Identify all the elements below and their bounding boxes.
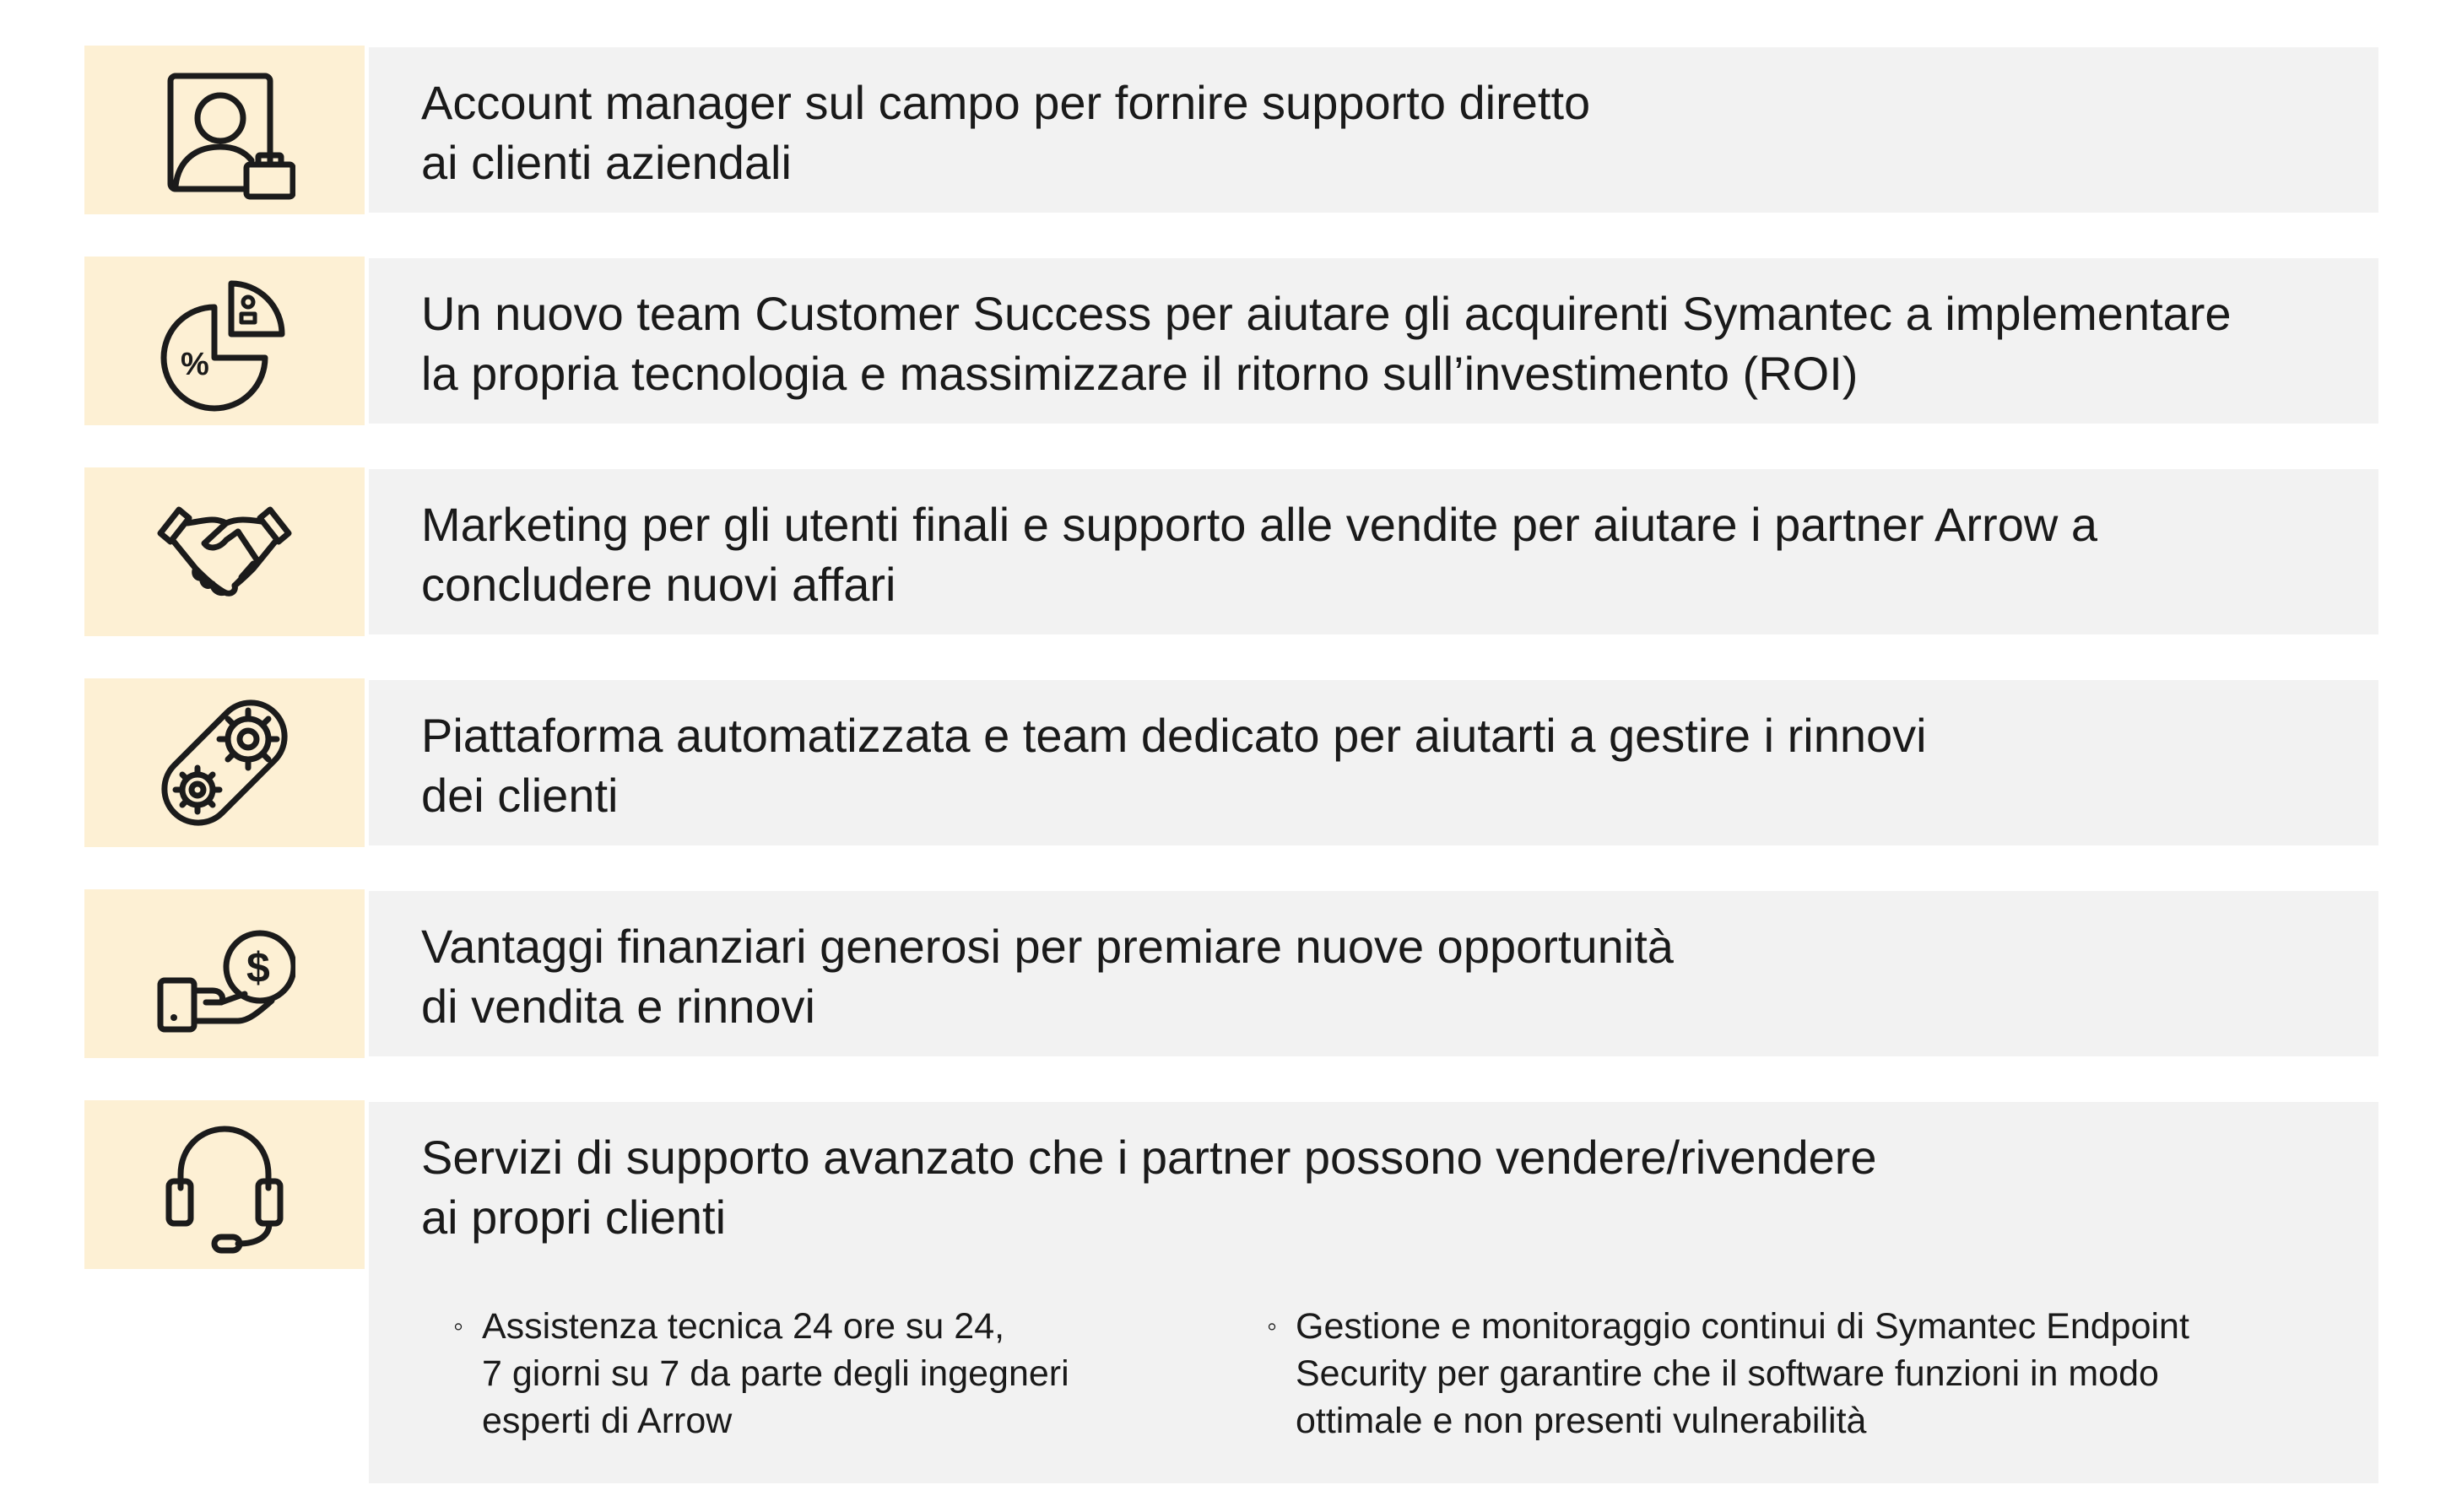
percent-sign: % <box>181 347 209 382</box>
feature-text-line-1: Servizi di supporto avanzato che i partner possono vendere/rivendere <box>421 1131 1877 1184</box>
text-panel <box>369 258 2378 424</box>
feature-text-line-1: Marketing per gli utenti finali e supporto alle vendite per aiutare i partner Arrow a <box>421 498 2097 551</box>
sub-bullet-line: Security per garantire che il software funzioni in modo <box>1296 1353 2159 1394</box>
text-panel <box>369 680 2378 845</box>
gears-icon <box>154 692 295 834</box>
feature-text-line-1: Vantaggi finanziari generosi per premiare nuove opportunità <box>421 920 1674 973</box>
feature-text-line-2: di vendita e rinnovi <box>421 980 815 1033</box>
sub-bullet-line: esperti di Arrow <box>482 1401 733 1441</box>
icon-panel <box>84 256 365 425</box>
sub-bullet-technical-assistance <box>453 1303 1069 1444</box>
dollar-sign: $ <box>246 944 270 991</box>
feature-text-line-2: dei clienti <box>421 769 619 822</box>
sub-bullet-line: ottimale e non presenti vulnerabilità <box>1296 1401 1867 1441</box>
hand-dollar-icon <box>154 903 295 1045</box>
feature-text-line-1: Account manager sul campo per fornire supporto diretto <box>421 76 1591 129</box>
sub-bullet-endpoint-monitoring <box>1267 1303 2189 1444</box>
account-manager-icon <box>154 59 295 201</box>
feature-text-line-2: concludere nuovi affari <box>421 558 896 611</box>
bullet-marker: ◦ <box>1267 1310 1278 1342</box>
sub-bullet-line: 7 giorni su 7 da parte degli ingegneri <box>482 1353 1069 1394</box>
text-panel <box>369 47 2378 213</box>
feature-text-line-2: la propria tecnologia e massimizzare il ritorno sull’investimento (ROI) <box>421 347 1859 400</box>
icon-panel <box>84 467 365 636</box>
feature-text-line-1: Piattaforma automatizzata e team dedicato per aiutarti a gestire i rinnovi <box>421 709 1927 762</box>
icon-panel <box>84 889 365 1058</box>
icon-panel <box>84 678 365 847</box>
headset-icon <box>154 1114 295 1256</box>
customer-success-chart-icon <box>154 270 295 412</box>
handshake-icon <box>154 481 295 623</box>
feature-text-line-1: Un nuovo team Customer Success per aiutare gli acquirenti Symantec a implementare <box>421 287 2232 340</box>
text-panel <box>369 469 2378 634</box>
bullet-marker: ◦ <box>453 1310 464 1342</box>
text-panel <box>369 891 2378 1056</box>
sub-bullet-line: Gestione e monitoraggio continui di Symantec Endpoint <box>1296 1306 2189 1347</box>
icon-panel <box>84 46 365 214</box>
icon-panel <box>84 1100 365 1269</box>
sub-bullet-line: Assistenza tecnica 24 ore su 24, <box>482 1306 1005 1347</box>
feature-text-line-2: ai clienti aziendali <box>421 136 792 189</box>
text-panel <box>369 1102 2378 1483</box>
feature-text-line-2: ai propri clienti <box>421 1191 727 1244</box>
